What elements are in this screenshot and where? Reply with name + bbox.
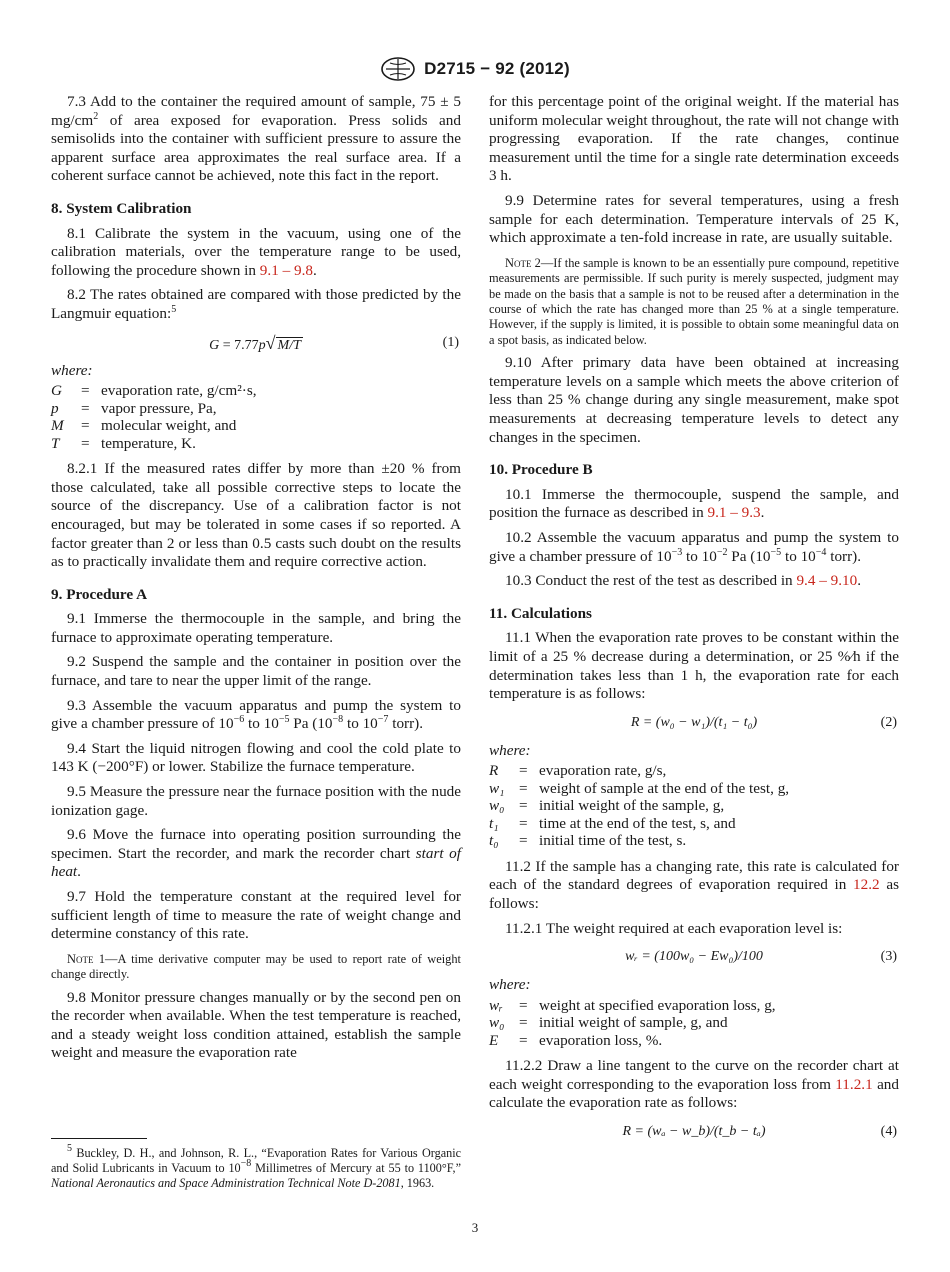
definition-text: evaporation rate, g/s,	[539, 762, 667, 780]
definition-symbol: wᵣ	[489, 996, 503, 1014]
para-8-2: 8.2 The rates obtained are compared with those predicted by the Langmuir equation:$^5$	[51, 286, 461, 322]
definition-symbol: M	[51, 417, 64, 435]
page-header	[0, 54, 950, 84]
astm-logo	[380, 56, 416, 82]
para-10-3: 10.3 Conduct the rest of the test as described in 9.4 – 9.10.	[505, 572, 861, 590]
definition-equals: =	[519, 1031, 528, 1049]
definition-row	[489, 762, 899, 780]
definition-row	[489, 797, 899, 815]
para-8-1: 8.1 Calibrate the system in the vacuum, using one of the calibration materials, over the temperature range to be used, following the procedure shown in 9.1 – 9.8.	[51, 224, 461, 279]
definition-symbol: w₀	[489, 797, 505, 815]
definition-row	[489, 1014, 899, 1032]
definition-equals: =	[81, 382, 90, 400]
definition-symbol: p	[51, 399, 59, 417]
para-11-2-2: 11.2.2 Draw a line tangent to the curve on the recorder chart at each weight corresponding to the evaporation loss from 11.2.1 and calculate the evaporation rate as follows:	[489, 1057, 899, 1112]
document-id: D2715 − 92 (2012)	[424, 59, 570, 78]
definition-symbol: w₁	[489, 779, 505, 797]
para-11-2: 11.2 If the sample has a changing rate, this rate is calculated for each of the standard degrees of evaporation required in 12.2 as follows:	[489, 857, 899, 912]
definition-equals: =	[519, 814, 528, 832]
definition-equals: =	[519, 797, 528, 815]
definition-equals: =	[519, 779, 528, 797]
ref-link[interactable]: 9.1 – 9.8	[259, 261, 313, 279]
equation-number: (2)	[880, 714, 897, 730]
definition-row	[489, 815, 899, 833]
definition-row	[489, 1032, 899, 1050]
definition-symbol: t₁	[489, 814, 499, 832]
definition-row	[489, 832, 899, 850]
definition-row	[51, 417, 461, 435]
definition-symbol: t₀	[489, 832, 499, 850]
para-9-3: 9.3 Assemble the vacuum apparatus and pump the system to give a chamber pressure of $10^{-6}$ to $10^{-5}$ Pa ($10^{-8}$ to $10^{-7}$ torr).	[51, 696, 461, 733]
where-label: where:	[489, 976, 531, 994]
definition-equals: =	[81, 434, 90, 452]
definition-equals: =	[81, 417, 90, 435]
definition-text: evaporation rate, g/cm²·s,	[101, 382, 257, 400]
ref-link[interactable]: 9.4 – 9.10	[796, 572, 858, 590]
definition-equals: =	[81, 399, 90, 417]
para-11-2-1: 11.2.1 The weight required at each evaporation level is:	[505, 919, 843, 937]
equation-2: R = (w₀ − w₁)/(t₁ − t₀) (2)	[489, 710, 899, 736]
definition-text: initial time of the test, s.	[539, 832, 687, 850]
ref-link[interactable]: 11.2.1	[835, 1075, 873, 1093]
definition-row	[489, 997, 899, 1015]
definition-equals: =	[519, 832, 528, 850]
equation-4: R = (wₐ − w_b)/(t_b − tₐ) (4)	[489, 1119, 899, 1145]
para-9-8-cont: for this percentage point of the original weight. If the material has uniform molecular weight throughout, the rate will not change with progressing evaporation. If the rate changes, continue measurement until the time for a single rate determination exceeds 3 h.	[489, 93, 899, 185]
para-8-2-1: 8.2.1 If the measured rates differ by more than ±20 % from those calculated, take all possible corrective steps to locate the source of the discrepancy. Use of a calibration factor is not encouraged, but may be tolerated in some cases if so reported. A factor greater than 2 or less than 0.5 casts such doubt on the results as to practically invalidate them and require corrective action.	[51, 460, 461, 571]
para-9-2: 9.2 Suspend the sample and the container in position over the furnace, and tare to near the upper limit of the range.	[51, 653, 461, 690]
footnote-5: $^5$ Buckley, D. H., and Johnson, R. L., “Evaporation Rates for Various Organic and Solid Lubricants in Vacuum to $10^{-8}$ Millimetres of Mercury at 55 to 1100°F,” National Aeronautics and Space Administration Technical Note D-2081, 1963.	[51, 1143, 461, 1190]
para-9-4: 9.4 Start the liquid nitrogen flowing and cool the cold plate to 143 K (−200°F) or lower. Stabilize the furnace temperature.	[51, 739, 461, 776]
note-1: Note 1—A time derivative computer may be used to report rate of weight change directly.	[51, 951, 461, 982]
para-9-8: 9.8 Monitor pressure changes manually or by the second pen on the recorder when available. When the test temperature is reached, and a steady weight loss condition attained, establish the sample weight and measure the evaporation rate	[51, 988, 461, 1062]
para-9-6: 9.6 Move the furnace into operating position surrounding the specimen. Start the recorder, and mark the recorder chart start of heat.	[51, 826, 461, 881]
definition-row	[51, 382, 461, 400]
section-10-heading: 10. Procedure B	[489, 461, 593, 479]
equation-number: (3)	[880, 949, 897, 965]
definition-equals: =	[519, 1014, 528, 1032]
note-2: Note 2—If the sample is known to be an essentially pure compound, repetitive measurements are permissible. If such purity is merely suspected, judgment may be made on the basis that a sample is not to be reused after a determination in the course of which the rate has changed more than 25 % at a single temperature. However, if the supply is limited, it is possible to obtain some meaningful data on a spot basis, as indicated below.	[489, 255, 899, 347]
left-column	[51, 93, 461, 1069]
definition-text: vapor pressure, Pa,	[101, 399, 217, 417]
definition-row	[51, 400, 461, 418]
definition-equals: =	[519, 762, 528, 780]
equation-3: wᵣ = (100w₀ − Ew₀)/100 (3)	[489, 944, 899, 970]
definition-symbol: R	[489, 762, 499, 780]
definition-symbol: T	[51, 434, 60, 452]
para-10-1: 10.1 Immerse the thermocouple, suspend the sample, and position the furnace as described in 9.1 – 9.3.	[489, 485, 899, 522]
definition-row	[489, 780, 899, 798]
para-9-5: 9.5 Measure the pressure near the furnace position with the nude ionization gage.	[51, 783, 461, 819]
footnote-ref[interactable]: 5	[171, 303, 177, 315]
para-9-1: 9.1 Immerse the thermocouple in the sample, and bring the furnace to approximate operating temperature.	[51, 610, 461, 646]
definition-symbol: G	[51, 382, 62, 400]
ref-link[interactable]: 9.1 – 9.3	[707, 504, 761, 522]
para-9-10: 9.10 After primary data have been obtained at increasing temperature levels on a sample which meets the above criterion of less than 25 % change during any single measurement, make spot measurements at decreasing temperature levels to detect any changes in the specimen.	[489, 354, 899, 446]
definition-text: initial weight of sample, g, and	[539, 1014, 728, 1032]
where-label: where:	[489, 741, 531, 759]
equation-number: (1)	[442, 334, 459, 350]
definition-text: weight of sample at the end of the test, g,	[539, 779, 790, 797]
definition-row	[51, 435, 461, 453]
para-7-3: 7.3 Add to the container the required amount of sample, 75 ± 5 $mg/cm^2$ of area exposed for evaporation. Press solids and semisolids into the container with sufficient pressure to assure the apparent surface area approximates the real surface area. If a coherent surface cannot be achieved, note this fact in the report.	[51, 93, 461, 185]
para-9-9: 9.9 Determine rates for several temperatures, using a fresh sample for each determination. Temperature intervals of 25 K, which approximate a ten-fold increase in rate, are usually suitable.	[489, 191, 899, 247]
section-11-heading: 11. Calculations	[489, 604, 592, 622]
section-8-heading: 8. System Calibration	[51, 199, 192, 217]
definition-list	[51, 382, 461, 452]
definition-text: time at the end of the test, s, and	[539, 814, 736, 832]
definition-text: weight at specified evaporation loss, g,	[539, 996, 776, 1014]
section-9-heading: 9. Procedure A	[51, 585, 148, 603]
para-10-2: 10.2 Assemble the vacuum apparatus and pump the system to give a chamber pressure of $10^{-3}$ to $10^{-2}$ Pa ($10^{-5}$ to $10^{-4}$ torr).	[489, 528, 899, 565]
para-11-1: 11.1 When the evaporation rate proves to be constant within the limit of a 25 % decrease during a determination, or 25 %⁄h if the determination takes less than 1 h, the evaporation rate for each temperature is as follows:	[489, 629, 899, 703]
equation-1: G = 7.77p√ M/T (1)	[209, 332, 459, 353]
definition-list	[489, 997, 899, 1050]
para-9-7: 9.7 Hold the temperature constant at the required level for sufficient length of time to measure the rate of weight change and determine constancy of this rate.	[51, 888, 461, 943]
equation-number: (4)	[880, 1124, 897, 1140]
definition-text: molecular weight, and	[101, 417, 237, 435]
where-label: where:	[51, 361, 93, 379]
definition-text: temperature, K.	[101, 434, 196, 452]
ref-link[interactable]: 12.2	[853, 876, 880, 894]
definition-equals: =	[519, 996, 528, 1014]
definition-text: initial weight of the sample, g,	[539, 797, 725, 815]
definition-symbol: E	[489, 1031, 499, 1049]
definition-list	[489, 762, 899, 850]
footnote-divider	[51, 1138, 147, 1139]
page-number: 3	[471, 1220, 479, 1235]
right-column	[489, 93, 899, 1151]
definition-symbol: w₀	[489, 1014, 505, 1032]
definition-text: evaporation loss, %.	[539, 1031, 663, 1049]
